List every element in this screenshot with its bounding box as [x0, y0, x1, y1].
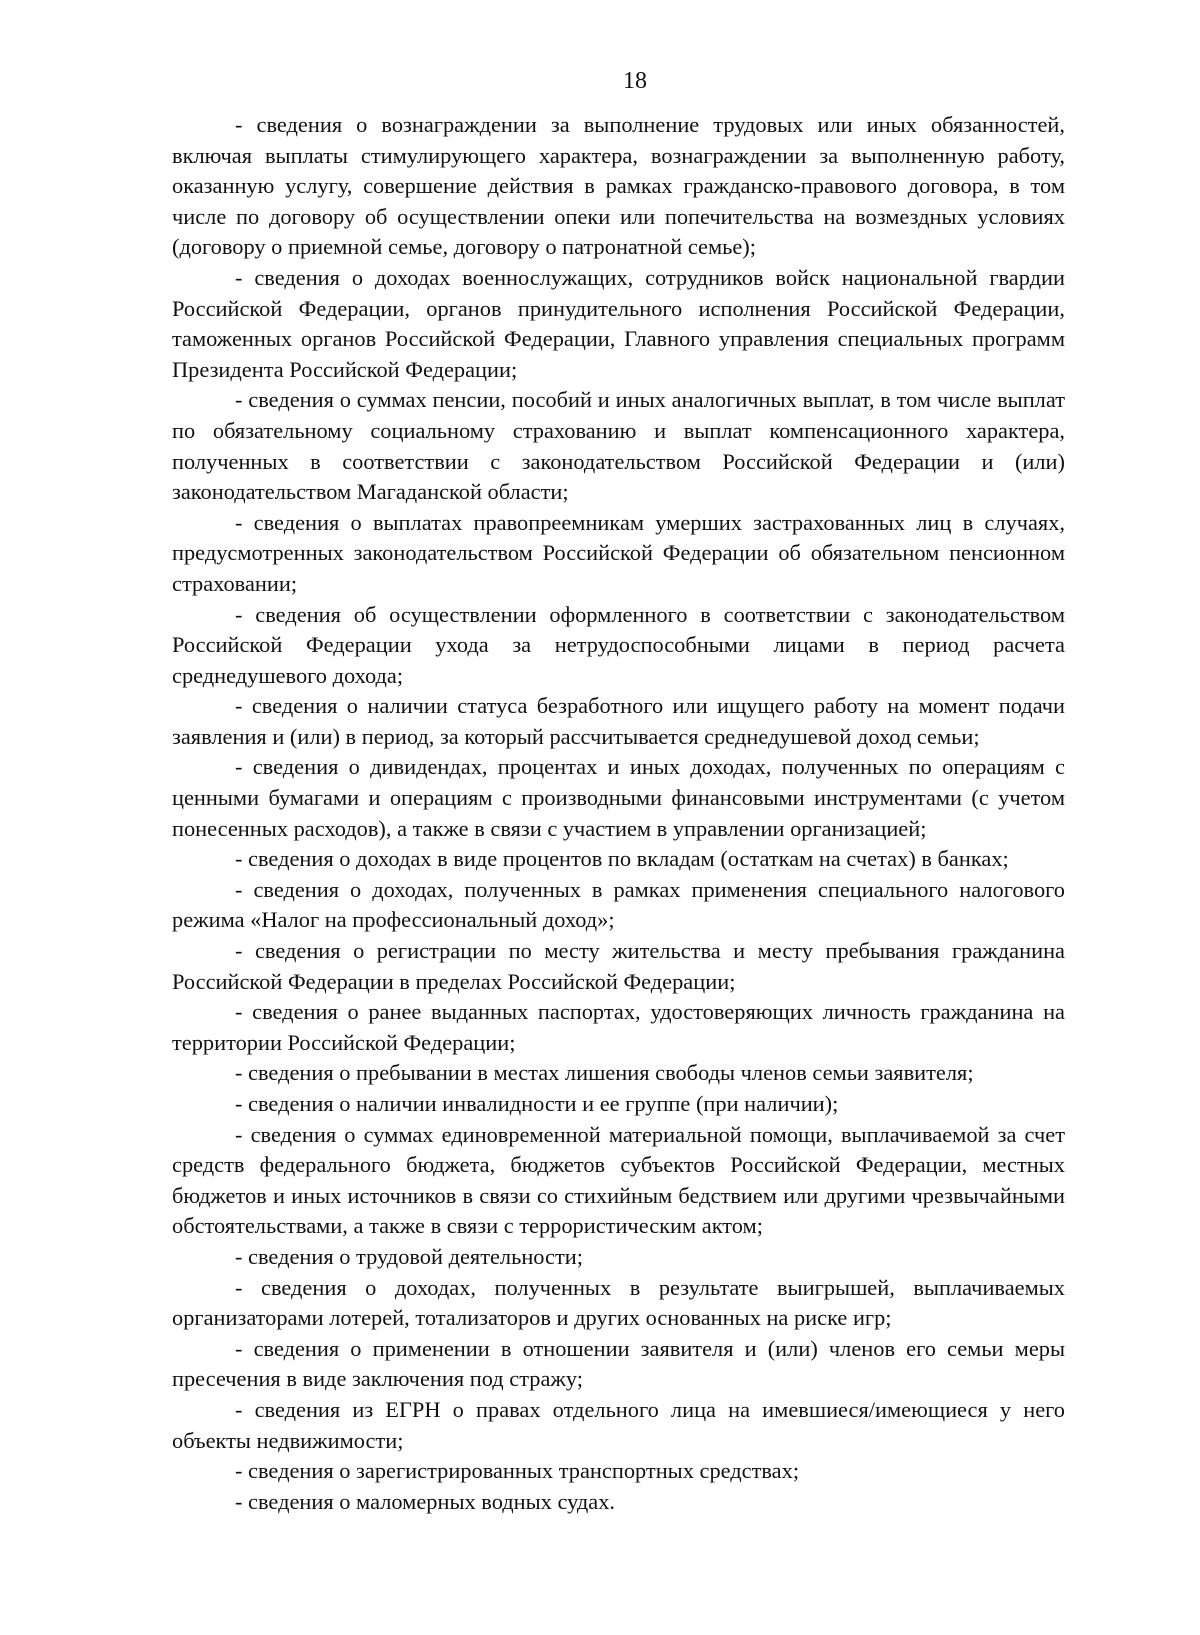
- page-number: 18: [623, 68, 647, 94]
- list-item: - сведения о наличии инвалидности и ее группе (при наличии);: [235, 1091, 839, 1116]
- list-item: - сведения о ранее выданных паспортах, удостоверяющих личность гражданина на территории Российской Федерации;: [172, 999, 1065, 1055]
- list-item: - сведения о суммах пенсии, пособий и иных аналогичных выплат, в том числе выплат по обязательному социальному страхованию и выплат компенсационного характера, полученных в соответствии с законодательством Российской Федерации и (или) законодательством Магаданской области;: [172, 387, 1065, 505]
- list-item: - сведения о трудовой деятельности;: [235, 1243, 583, 1269]
- list-item: - сведения о дивидендах, процентах и иных доходах, полученных по операциям с ценными бумагами и операциям с производными финансовыми инструментами (с учетом понесенных расходов), а также в связи с участием в управлении организацией;: [172, 754, 1065, 841]
- list-item: - сведения о зарегистрированных транспортных средствах;: [235, 1458, 800, 1484]
- list-item: - сведения о маломерных водных судах.: [235, 1488, 616, 1514]
- list-item: - сведения о доходах, полученных в рамках применения специального налогового режима «Налог на профессиональный доход»;: [172, 876, 1065, 933]
- list-item: - сведения о применении в отношении заявителя и (или) членов его семьи меры пресечения в виде заключения под стражу;: [172, 1335, 1065, 1392]
- list-item: - сведения о доходах в виде процентов по вкладам (остаткам на счетах) в банках;: [235, 846, 1009, 872]
- list-item: - сведения о выплатах правопреемникам умерших застрахованных лиц в случаях, предусмотренных законодательством Российской Федерации об обязательном пенсионном страховании;: [172, 509, 1065, 596]
- list-item: - сведения о наличии статуса безработного или ищущего работу на момент подачи заявления и (или) в период, за который рассчитывается среднедушевой доход семьи;: [172, 693, 1065, 749]
- list-item: - сведения о доходах военнослужащих, сотрудников войск национальной гвардии Российской Федерации, органов принудительного исполнения Российской Федерации, таможенных органов Российской Федерации, Главного управления специальных программ Президента Российской Федерации;: [172, 264, 1065, 382]
- list-item: - сведения о суммах единовременной материальной помощи, выплачиваемой за счет средств федерального бюджета, бюджетов субъектов Российской Федерации, местных бюджетов и иных источников в связи со стихийным бедствием или другими чрезвычайными обстоятельствами, а также в связи с террористическим актом;: [172, 1121, 1065, 1239]
- list-item: - сведения об осуществлении оформленного в соответствии с законодательством Российской Федерации ухода за нетрудоспособными лицами в период расчета среднедушевого дохода;: [172, 601, 1065, 688]
- list-item: - сведения из ЕГРН о правах отдельного лица на имевшиеся/имеющиеся у него объекты недвижимости;: [172, 1396, 1065, 1453]
- list-item: - сведения о вознаграждении за выполнение трудовых или иных обязанностей, включая выплаты стимулирующего характера, вознаграждении за выполненную работу, оказанную услугу, совершение действия в рамках гражданско-правового договора, в том числе по договору об осуществлении опеки или попечительства на возмездных условиях (договору о приемной семье, договору о патронатной семье);: [172, 112, 1065, 260]
- list-item: - сведения о пребывании в местах лишения свободы членов семьи заявителя;: [235, 1060, 974, 1086]
- document-body: [172, 110, 1065, 1517]
- list-item: - сведения о доходах, полученных в результате выигрышей, выплачиваемых организаторами лотерей, тотализаторов и других основанных на риске игр;: [172, 1274, 1065, 1331]
- list-item: - сведения о регистрации по месту жительства и месту пребывания гражданина Российской Федерации в пределах Российской Федерации;: [172, 938, 1065, 994]
